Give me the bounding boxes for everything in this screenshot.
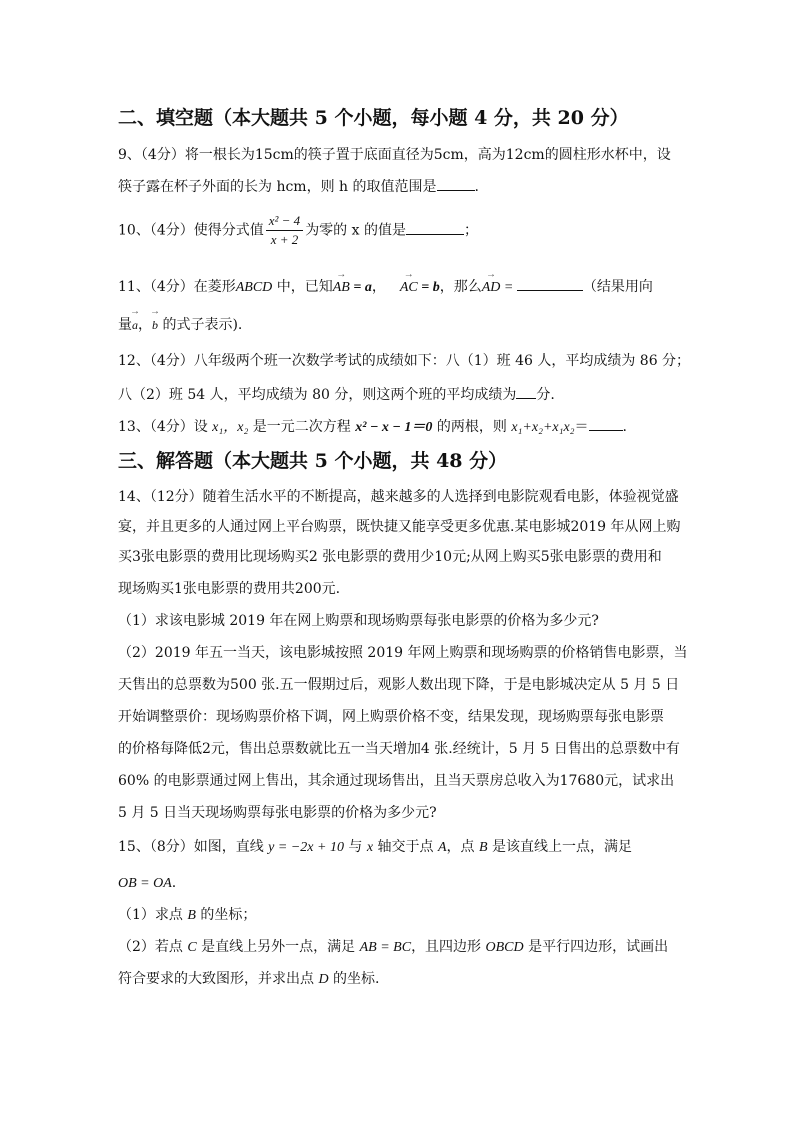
section-heading-fill-in: 二、填空题（本大题共 5 个小题，每小题 4 分，共 20 分） (118, 107, 629, 129)
q15-p3-pre: 符合要求的大致图形，并求出点 (118, 971, 319, 987)
q13-equation: x² − x − 1＝0 (355, 420, 433, 435)
q10-prefix: 10、（4分）使得分式值 (118, 222, 264, 239)
q11-line2-post: 的式子表示). (158, 317, 243, 333)
q9-text: 筷子露在杯子外面的长为 hcm，则 h 的取值范围是 (118, 179, 437, 195)
q13-roots: x₁，x₂ (212, 420, 249, 435)
q15-end: 是该直线上一点，满足 (487, 839, 633, 855)
q15-p2-mid: 是直线上另外一点，满足 (196, 939, 360, 955)
q15-p2-point-c: C (187, 940, 197, 955)
q15-p2-quadrilateral: OBCD (485, 940, 524, 955)
q9-end: . (474, 179, 479, 195)
q15-point-b: B (479, 840, 488, 855)
q11-shape: ABCD (235, 280, 273, 295)
q15-p3-point-d: D (318, 972, 329, 987)
q11-line-1 (118, 276, 653, 297)
q13-line (118, 416, 627, 437)
q10-numerator: x² − 4 (266, 212, 303, 231)
q15-mid-3: ，点 (446, 839, 479, 855)
q15-p1-point-b: B (187, 908, 196, 923)
q14-part-2-line-4: 的价格每降低2元，售出总票数就比五一当天增加4 张.经统计，5 月 5 日售出的总票数中有 (118, 741, 680, 757)
q15-mid: 与 (343, 839, 367, 855)
q15-line-2 (118, 874, 176, 893)
q15-part-2 (118, 938, 668, 957)
q15-pre: 15、（8分）如图，直线 (118, 839, 269, 855)
q12-line-1: 12、（4分）八年级两个班一次数学考试的成绩如下：八（1）班 46 人，平均成绩为 86 分； (118, 353, 691, 369)
q15-line-equation: y = −2x + 10 (268, 840, 344, 855)
q11-line2-pre: 量 (118, 317, 132, 333)
vector-ab: → AB (333, 279, 350, 297)
q11-eq-b: = b (417, 280, 440, 295)
q13-prefix: 13、（4分）设 (118, 419, 213, 435)
q11-eq: = (500, 280, 517, 295)
q15-condition: OB = OA (118, 876, 172, 891)
q14-part-2-line-6: 5 月 5 日当天现场购票每张电影票的价格为多少元? (118, 805, 437, 821)
q11-answer-blank (517, 276, 583, 291)
q11-middle: 中，已知 (272, 279, 333, 295)
q15-condition-end: . (171, 875, 177, 891)
q15-p2-pre: （2）若点 (118, 939, 188, 955)
vector-b: → b (152, 316, 158, 334)
vector-ad: → AD (482, 279, 501, 297)
q10-suffix: 为零的 x 的值是 (305, 222, 406, 239)
q13-after: 的两根，则 (432, 419, 512, 435)
q11-line-2 (118, 316, 242, 334)
q10-answer-blank (406, 220, 464, 235)
q13-expression: x₁+x₂+x₁x₂ (511, 420, 575, 435)
q15-p2-end: 是平行四边形，试画出 (523, 939, 669, 955)
q11-sep-2: ，那么 (439, 279, 482, 295)
q10-end: ； (463, 222, 478, 239)
q14-line-1: 14、（12分）随着生活水平的不断提高，越来越多的人选择到电影院观看电影，体验视觉盛 (118, 489, 679, 505)
q15-p1-pre: （1）求点 (118, 907, 188, 923)
q14-line-4: 现场购买1张电影票的费用共200元. (118, 581, 341, 597)
q12-text: 八（2）班 54 人，平均成绩为 80 分，则这两个班的平均成绩为 (118, 387, 517, 403)
q15-line-1 (118, 838, 632, 857)
q13-eq: ＝ (574, 419, 589, 435)
q15-p1-end: 的坐标； (195, 907, 257, 923)
q14-part-2-line-1: （2）2019 年五一当天，该电影城按照 2019 年网上购票和现场购票的价格销售电影票，当 (118, 645, 688, 661)
q15-part-1 (118, 906, 256, 925)
q11-tail: （结果用向 (582, 279, 653, 295)
q15-point-a: A (437, 840, 447, 855)
q15-p2-mid-2: ，且四边形 (411, 939, 486, 955)
q9-line-2 (118, 176, 479, 196)
q11-sep-1: ， (371, 279, 386, 295)
q12-end: 分. (536, 387, 555, 403)
q15-x-axis: x (366, 840, 374, 855)
q15-part-2-line-2 (118, 970, 379, 989)
q14-part-1: （1）求该电影城 2019 年在网上购票和现场购票每张电影票的价格为多少元? (118, 613, 599, 629)
vector-ac: → AC (400, 279, 418, 297)
q11-eq-a: = a (349, 280, 372, 295)
q10-line (118, 212, 478, 249)
q14-part-2-line-3: 开始调整票价：现场购票价格下调，网上购票价格不变，结果发现，现场购票每张电影票 (118, 709, 664, 725)
q12-answer-blank (516, 384, 536, 399)
q9-line-1: 9、（4分）将一根长为15cm的筷子置于底面直径为5cm，高为12cm的圆柱形水杯中，设 (118, 147, 671, 163)
q13-answer-blank (589, 416, 623, 431)
q13-end: . (622, 419, 627, 435)
q14-line-3: 买3张电影票的费用比现场购买2 张电影票的费用少10元;从网上购买5张电影票的费用和 (118, 549, 662, 565)
q13-mid: 是一元二次方程 (248, 419, 356, 435)
q14-line-2: 宴，并且更多的人通过网上平台购票，既快捷又能享受更多优惠.某电影城2019 年从网上购 (118, 519, 681, 535)
q11-comma: ， (138, 317, 152, 333)
vector-a: → a (132, 316, 138, 334)
q15-mid-2: 轴交于点 (373, 839, 438, 855)
q14-part-2-line-2: 天售出的总票数为500 张.五一假期过后，观影人数出现下降，于是电影城决定从 5 月 5 日 (118, 677, 680, 693)
q11-prefix: 11、（4分）在菱形 (118, 279, 236, 295)
section-heading-solutions: 三、解答题（本大题共 5 个小题，共 48 分） (118, 450, 508, 472)
q10-denominator: x + 2 (270, 232, 299, 247)
q10-fraction (266, 212, 303, 249)
q14-part-2-line-5: 60% 的电影票通过网上售出，其余通过现场售出，且当天票房总收入为17680元，试求出 (118, 773, 675, 789)
q15-p2-equation: AB = BC (359, 940, 412, 955)
q15-p3-end: 的坐标. (328, 971, 380, 987)
q9-answer-blank (437, 176, 475, 191)
q12-line-2 (118, 384, 555, 404)
